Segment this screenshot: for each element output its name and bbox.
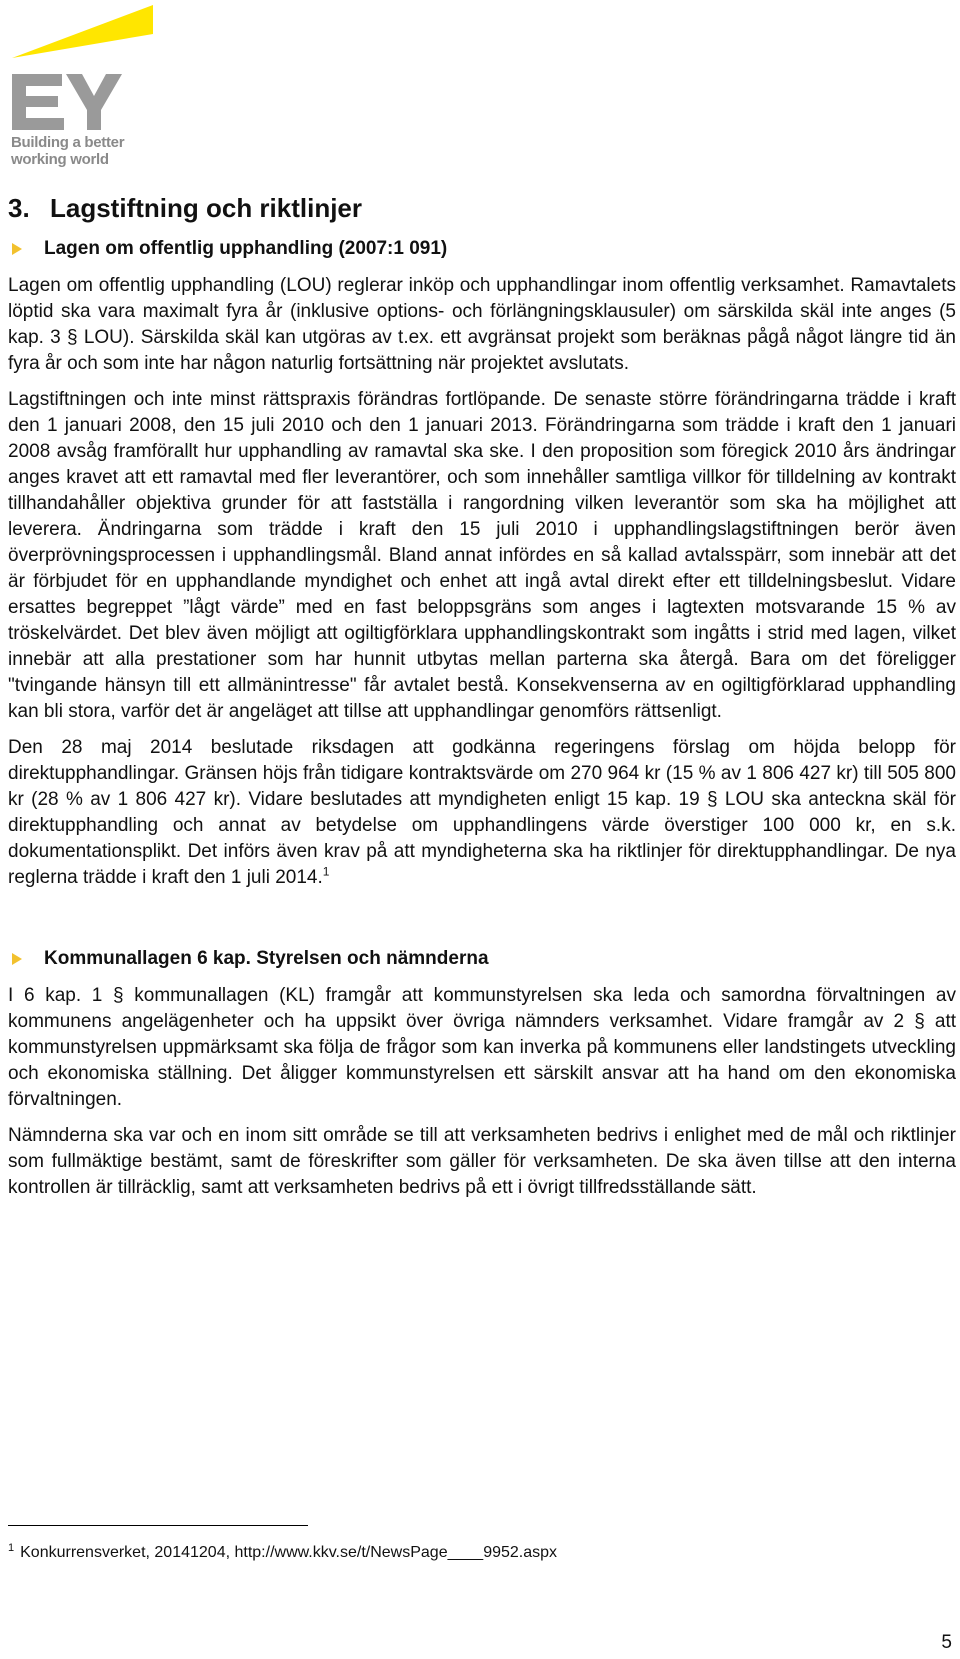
footnote-text: Konkurrensverket, 20141204, http://www.kkv.se/t/NewsPage____9952.aspx <box>20 1544 558 1561</box>
ey-logo <box>8 2 158 172</box>
paragraph-kl-1: I 6 kap. 1 § kommunallagen (KL) framgår att kommunstyrelsen ska leda och samordna förvaltningen av kommunens angelägenheter och ha uppsikt över övriga nämnders verksamhet. Vidare framgår av 2 § att kommunstyrelsen uppmärksamt ska följa de frågor som kan inverka på kommunens eller landstingets utveckling och ekonomiska ställning. Det åligger kommunstyrelsen ett särskilt ansvar att ha hand om den ekonomiska förvaltningen. <box>8 985 956 1110</box>
footnote-number: 1 <box>8 1541 15 1554</box>
footnote-reference: 1 <box>322 864 330 879</box>
bullet-arrow-icon <box>12 243 22 255</box>
paragraph-lou-1: Lagen om offentlig upphandling (LOU) reglerar inköp och upphandlingar inom offentlig verksamhet. Ramavtalets löptid ska vara maximalt fyra år (inklusive options- och förlängningsklausuler) om särskilda skäl inte anges (5 kap. 3 § LOU). Särskilda skäl kan utgöras av t.ex. ett avgränsat projekt som beräknas pågå något längre tid än fyra år och som inte har någon naturlig fortsättning när projektet avslutats. <box>8 275 956 374</box>
subheading-kl-text: Kommunallagen 6 kap. Styrelsen och nämnderna <box>44 948 489 969</box>
subheading-lou <box>8 237 956 261</box>
section-title: Lagstiftning och riktlinjer <box>50 193 363 223</box>
paragraph-lou-3 <box>8 735 956 891</box>
paragraph-lou-2: Lagstiftningen och inte minst rättspraxis förändras fortlöpande. De senaste större förändringarna trädde i kraft den 1 januari 2008, den 15 juli 2010 och den 1 januari 2013. Förändringarna som trädde i kraft den 1 januari 2008 avsåg framförallt hur upphandling av ramavtal ska ske. I den proposition som föregick 2010 års ändringar anges kravet att ett ramavtal med fler leverantörer, och som innehåller samtliga villkor för tilldelning av kontrakt tillhandahåller objektiva grunder för att fastställa i rangordning vilken leverantör som ska ha möjlighet att leverera. Ändringarna som trädde i kraft den 15 juli 2010 i upphandlingslagstiftningen berör även överprövningsprocessen i upphandlingsmål. Bland annat infördes en så kallad avtalsspärr, som innebär att det är förbjudet för en upphandlande myndighet och enhet att ingå avtal direkt efter ett tilldelningsbeslut. Vidare ersattes begreppet ”lågt värde” med en fast beloppsgräns som anges i lagtexten motsvarande 15 % av tröskelvärdet. Det blev även möjligt att ogiltigförklara upphandlingskontrakt som ingåtts i strid med lagen, vilket innebär att alla prestationer som har hunnit utbytas mellan parterna ska återgå. Bara om det föreligger "tvingande hänsyn till ett allmänintresse" får avtalet bestå. Konsekvenserna av en ogiltigförklarad upphandling kan bli stora, varför det är angeläget att tillse att upphandlingar genomförs rättsenligt. <box>8 389 956 722</box>
subheading-lou-text: Lagen om offentlig upphandling (2007:1 091) <box>44 238 448 259</box>
spacer <box>8 901 956 947</box>
footnote <box>8 1543 557 1563</box>
page-number: 5 <box>941 1632 952 1653</box>
document-body <box>8 193 956 1211</box>
paragraph-lou-3-text: Den 28 maj 2014 beslutade riksdagen att godkänna regeringens förslag om höjda belopp för direktupphandlingar. Gränsen höjs från tidigare kontraktsvärde om 270 964 kr (15 % av 1 806 427 kr) till 505 800 kr (28 % av 1 806 427 kr). Vidare beslutades att myndigheten enligt 15 kap. 19 § LOU ska anteckna skäl för direktupphandling och annat av betydelse om upphandlingens värde överstiger 100 000 kr, en s.k. dokumentationsplikt. Det införs även krav på att myndigheterna ska ha riktlinjer för direktupphandlingar. De nya reglerna trädde i kraft den 1 juli 2014. <box>8 737 956 888</box>
ey-logo-mark <box>8 2 158 134</box>
ey-tagline-line2: working world <box>11 151 109 168</box>
ey-letters <box>12 74 122 130</box>
ey-tagline-line1: Building a better <box>11 134 125 151</box>
subheading-kl <box>8 947 956 971</box>
bullet-arrow-icon <box>12 953 22 965</box>
footnote-divider <box>8 1525 308 1526</box>
section-number: 3. <box>8 193 30 223</box>
ey-tagline <box>11 134 161 168</box>
ey-beam <box>12 5 153 58</box>
paragraph-kl-2: Nämnderna ska var och en inom sitt område se till att verksamheten bedrivs i enlighet med de mål och riktlinjer som fullmäktige bestämt, samt de föreskrifter som gäller för verksamheten. De ska även tillse att den interna kontrollen är tillräcklig, samt att verksamheten bedrivs på ett i övrigt tillfredsställande sätt. <box>8 1125 956 1198</box>
section-heading <box>8 193 956 223</box>
